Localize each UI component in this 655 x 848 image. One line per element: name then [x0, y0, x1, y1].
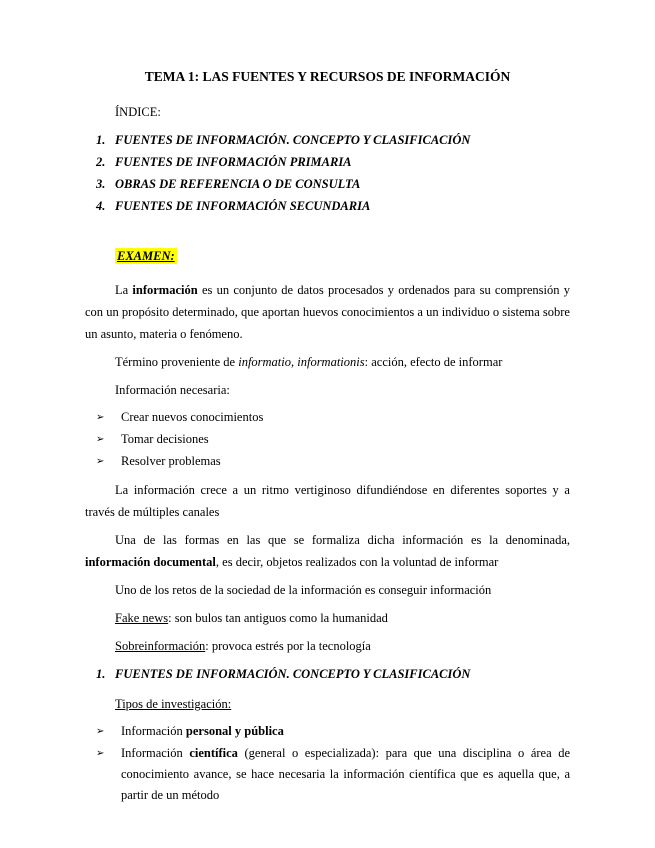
index-item-number: 1.	[96, 133, 106, 147]
section-number: 1.	[96, 667, 106, 681]
text-segment: Información necesaria:	[115, 383, 230, 397]
paragraph	[85, 529, 570, 573]
text-segment: Información	[121, 724, 186, 738]
arrow-list-item-text	[121, 721, 570, 742]
arrow-list-item-text	[121, 743, 570, 806]
examen-highlight: EXAMEN:	[117, 249, 175, 263]
arrow-bullet-icon: ➢	[96, 726, 105, 737]
text-segment: Fake news	[115, 611, 169, 625]
text-segment: : son bulos tan antiguos como la humanidad	[168, 611, 388, 625]
arrow-bullet-icon: ➢	[96, 456, 105, 467]
arrow-list-item	[96, 407, 570, 428]
section-heading	[85, 663, 570, 685]
text-segment: informatio, informationis	[238, 355, 365, 369]
text-segment: La	[115, 283, 133, 297]
text-segment: Resolver problemas	[121, 454, 221, 468]
paragraph	[85, 693, 570, 715]
text-segment: , es decir, objetos realizados con la voluntad de informar	[215, 555, 499, 569]
examen-line	[85, 245, 570, 267]
text-segment: Una de las formas en las que se formaliza dicha información es la denominada,	[115, 533, 570, 547]
arrow-list	[85, 721, 570, 806]
paragraph	[85, 579, 570, 601]
paragraph	[85, 279, 570, 345]
index-label: ÍNDICE:	[115, 105, 161, 119]
index-item	[96, 195, 570, 217]
index-item	[96, 129, 570, 151]
index-item-number: 4.	[96, 199, 106, 213]
arrow-list-item-text	[121, 407, 570, 428]
arrow-list	[85, 407, 570, 472]
index-item-number: 2.	[96, 155, 106, 169]
paragraph	[85, 351, 570, 373]
index-item-text: FUENTES DE INFORMACIÓN PRIMARIA	[115, 155, 352, 169]
paragraph	[85, 379, 570, 401]
arrow-bullet-icon: ➢	[96, 434, 105, 445]
document-title: TEMA 1: LAS FUENTES Y RECURSOS DE INFORMACIÓN	[144, 69, 511, 84]
index-list	[85, 129, 570, 217]
arrow-list-item	[96, 721, 570, 742]
index-item-text: FUENTES DE INFORMACIÓN. CONCEPTO Y CLASIFICACIÓN	[115, 133, 471, 147]
text-segment: Término proveniente de	[115, 355, 239, 369]
text-segment: Crear nuevos conocimientos	[121, 410, 264, 424]
index-item	[96, 151, 570, 173]
text-segment: (general o especializada): para que una disciplina o área de conocimiento avance, se hace necesaria la información científica que es aquella que, a partir de un método	[121, 746, 571, 802]
arrow-list-item	[96, 429, 570, 450]
text-segment: Uno de los retos de la sociedad de la información es conseguir información	[115, 583, 492, 597]
index-item-text: FUENTES DE INFORMACIÓN SECUNDARIA	[115, 199, 371, 213]
text-segment: científica	[189, 746, 238, 760]
arrow-list-item	[96, 743, 570, 806]
text-segment: Sobreinformación	[115, 639, 206, 653]
arrow-bullet-icon: ➢	[96, 748, 105, 759]
arrow-list-item	[96, 451, 570, 472]
arrow-list-item-text	[121, 451, 570, 472]
index-item-number: 3.	[96, 177, 106, 191]
text-segment: información	[132, 283, 198, 297]
section-title: FUENTES DE INFORMACIÓN. CONCEPTO Y CLASIFICACIÓN	[115, 667, 471, 681]
text-segment: es un conjunto de datos procesados y ordenados para su comprensión y con un propósito determinado, que aportan huevos conocimientos a un individuo o sistema sobre un asunto, materia o fenómeno.	[85, 283, 570, 341]
arrow-list-item-text	[121, 429, 570, 450]
paragraph	[85, 607, 570, 629]
arrow-bullet-icon: ➢	[96, 412, 105, 423]
text-segment: La información crece a un ritmo vertiginoso difundiéndose en diferentes soportes y a través de múltiples canales	[85, 483, 570, 519]
document-body	[85, 66, 570, 806]
text-segment: información documental	[85, 555, 216, 569]
text-segment: : provoca estrés por la tecnología	[205, 639, 371, 653]
text-segment: : acción, efecto de informar	[364, 355, 503, 369]
index-item	[96, 173, 570, 195]
text-segment: personal y pública	[185, 724, 284, 738]
paragraph	[85, 479, 570, 523]
paragraph	[85, 635, 570, 657]
index-item-text: OBRAS DE REFERENCIA O DE CONSULTA	[115, 177, 361, 191]
text-segment: Tomar decisiones	[121, 432, 209, 446]
text-segment: Tipos de investigación:	[115, 697, 232, 711]
text-segment: Información	[121, 746, 190, 760]
